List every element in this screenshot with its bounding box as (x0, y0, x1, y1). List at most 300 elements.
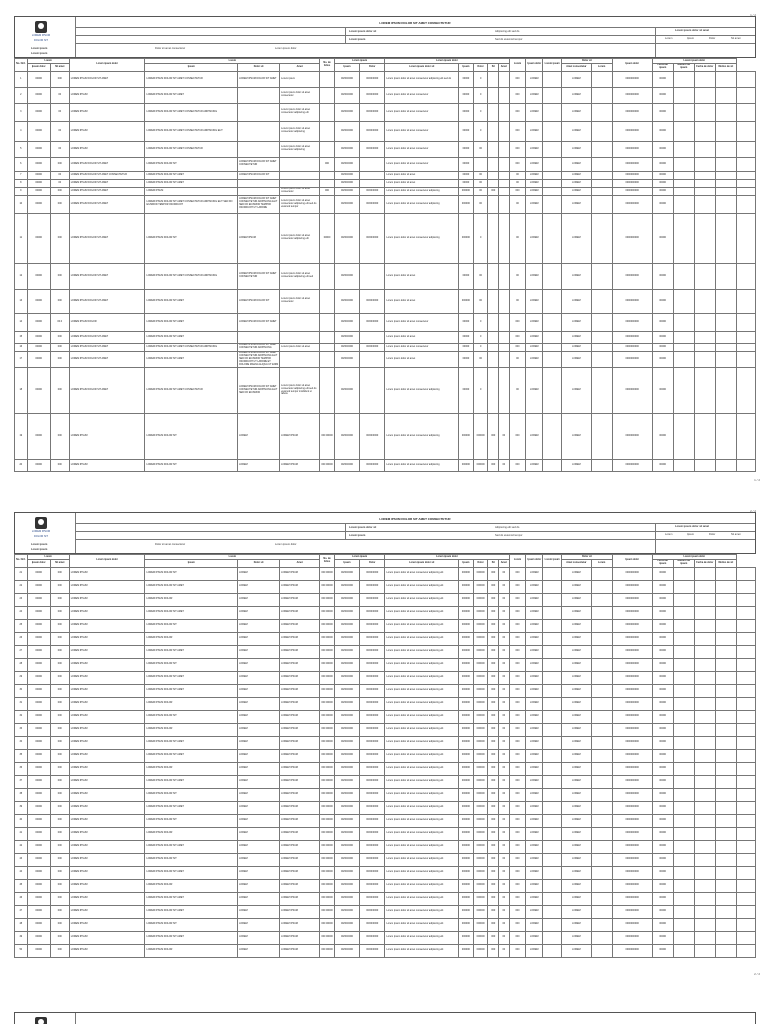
cell-order-number: 34 (15, 736, 28, 749)
cell-folder: 00 (473, 187, 488, 195)
cell-order-number: 7 (15, 171, 28, 179)
cell-description: Lorem ipsum dolor sit amet consectetur (385, 103, 459, 121)
cell-end-date: 00/00/0000 (360, 697, 385, 710)
table-body-page-2 (15, 567, 756, 957)
cell-end-date: 00/00/0000 (360, 567, 385, 580)
cell-transfer-date (673, 671, 694, 684)
cell-state: 0000000000 (612, 736, 652, 749)
cell-transfer-number (694, 414, 715, 460)
table-row (15, 944, 756, 957)
table-row (15, 171, 756, 179)
table-row (15, 213, 756, 263)
cell-folios: 000 00000 (320, 619, 335, 632)
cell-transfer-date (673, 179, 694, 187)
cell-retention (591, 905, 612, 918)
cell-title: LOREM IPSUM DOLOR SIT AMET (145, 331, 238, 343)
cell-return-date (715, 141, 736, 157)
cell-identification: LOREM (238, 918, 280, 931)
cell-notes: LOREM IPSUM (280, 762, 320, 775)
object-value: Sed do eiusmod tempor (495, 534, 523, 537)
cell-retention-time: LOREM (562, 736, 591, 749)
cell-identification: LOREM IPSUM DOLOR SIT (238, 171, 280, 179)
cell-other: 00 (499, 944, 510, 957)
cell-start-date: 00/00/0000 (334, 71, 359, 87)
cell-transfer-date (673, 801, 694, 814)
cell-notes: LOREM IPSUM (280, 892, 320, 905)
cell-folder: 000000 (473, 749, 488, 762)
cell-series-name: LOREM IPSUM (69, 788, 145, 801)
cell-retention (591, 71, 612, 87)
cell-office-code: 00000 (27, 697, 50, 710)
cell-order-number: 50 (15, 944, 28, 957)
header-titulo: Ipsum (145, 559, 238, 567)
cell-series-code: 000 (50, 840, 69, 853)
object-label: Lorem ipsum (349, 38, 366, 41)
cell-retention (591, 944, 612, 957)
cell-disposition: 00000 (652, 749, 673, 762)
cell-identification: LOREM (238, 892, 280, 905)
cell-reason (736, 866, 755, 879)
cell-retention (591, 580, 612, 593)
cell-other: 00 (499, 632, 510, 645)
cell-transfer-number (694, 263, 715, 289)
cell-state: 0000000000 (612, 697, 652, 710)
footer-page-mark-2: 2 / 2 (754, 972, 760, 976)
cell-volume (488, 157, 499, 171)
cell-office-code: 00000 (27, 632, 50, 645)
cell-order-number: 4 (15, 121, 28, 141)
cell-frequency: LOREM (526, 606, 543, 619)
cell-start-date: 00/00/0000 (334, 645, 359, 658)
cell-retention (591, 343, 612, 351)
cell-description: Lorem ipsum dolor sit amet consectetur adipiscing elit (385, 762, 459, 775)
cell-box: 000000 (459, 567, 474, 580)
cell-return-date (715, 195, 736, 213)
cell-title: LOREM IPSUM DOLOR SIT AMET (145, 289, 238, 313)
cell-end-date: 00/00/0000 (360, 593, 385, 606)
cell-retention-time: LOREM (562, 187, 591, 195)
cell-reason (736, 263, 755, 289)
cell-frequency: LOREM (526, 195, 543, 213)
cell-description: Lorem ipsum dolor sit amet consectetur adipiscing elit (385, 853, 459, 866)
cell-folios: 000 00000 (320, 801, 335, 814)
page-number: 2 / 2 (750, 509, 756, 513)
cell-observations (543, 593, 562, 606)
header-carpeta: Dolor (473, 63, 488, 71)
cell-folder: 00 (473, 141, 488, 157)
cell-folios: 00000 (320, 213, 335, 263)
table-row (15, 775, 756, 788)
right-col-3: Dolor (709, 533, 716, 536)
cell-folder: 000000 (473, 879, 488, 892)
cell-start-date: 00/00/0000 (334, 414, 359, 460)
cell-return-date (715, 866, 736, 879)
cell-series-name: LOREM IPSUM (69, 918, 145, 931)
cell-frequency: LOREM (526, 840, 543, 853)
cell-description: Lorem ipsum dolor sit amet consectetur adipiscing elit (385, 840, 459, 853)
cell-transfer-number (694, 289, 715, 313)
cell-retention (591, 632, 612, 645)
header-tomo: Sit (488, 63, 499, 71)
cell-other: 00 (499, 710, 510, 723)
cell-volume: 000 (488, 879, 499, 892)
cell-frequency: LOREM (526, 460, 543, 472)
cell-office-code: 00000 (27, 645, 50, 658)
cell-box: 000000 (459, 632, 474, 645)
cell-reason (736, 187, 755, 195)
table-row (15, 263, 756, 289)
header-identificacion: Dolor sit (238, 63, 280, 71)
cell-end-date: 00/00/0000 (360, 788, 385, 801)
cell-office-code: 00000 (27, 658, 50, 671)
cell-folder: 0 (473, 331, 488, 343)
cell-end-date (360, 263, 385, 289)
footer-page-mark-1: 1 / 2 (754, 478, 760, 482)
cell-office-code: 00000 (27, 671, 50, 684)
cell-retention-time: LOREM (562, 593, 591, 606)
cell-other: 00 (499, 697, 510, 710)
cell-transfer-number (694, 788, 715, 801)
cell-title: LOREM IPSUM DOLOR SIT AMET CONSECTETUR ADIPISCING ELIT (145, 121, 238, 141)
cell-box: 000000 (459, 879, 474, 892)
cell-office-code: 00000 (27, 736, 50, 749)
cell-box: 000000 (459, 684, 474, 697)
cell-retention (591, 840, 612, 853)
cell-disposition: 00000 (652, 658, 673, 671)
cell-office-code: 00000 (27, 313, 50, 331)
cell-disposition: 00000 (652, 351, 673, 367)
cell-series-name: LOREM IPSUM (69, 619, 145, 632)
cell-observations (543, 671, 562, 684)
cell-series-code: 000 (50, 905, 69, 918)
header-descripcion: Lorem ipsum dolor sit (385, 63, 459, 71)
cell-start-date: 00/00/0000 (334, 195, 359, 213)
table-row (15, 736, 756, 749)
cell-title: LOREM IPSUM DOLOR SIT AMET CONSECTETUR ADIPISCING (145, 263, 238, 289)
cell-transfer-date (673, 103, 694, 121)
cell-state: 0000000000 (612, 606, 652, 619)
cell-state: 0000000000 (612, 460, 652, 472)
cell-office-code: 00000 (27, 866, 50, 879)
cell-retention-time: LOREM (562, 658, 591, 671)
table-row (15, 351, 756, 367)
cell-identification (238, 187, 280, 195)
cell-state: 0000000000 (612, 866, 652, 879)
cell-return-date (715, 289, 736, 313)
cell-state: 0000000000 (612, 684, 652, 697)
cell-return-date (715, 658, 736, 671)
cell-folios: 000 00000 (320, 788, 335, 801)
cell-notes: LOREM IPSUM (280, 460, 320, 472)
cell-observations (543, 684, 562, 697)
cell-state: 0000000000 (612, 414, 652, 460)
cell-disposition: 00000 (652, 944, 673, 957)
table-row (15, 141, 756, 157)
cell-transfer-number (694, 879, 715, 892)
cell-reason (736, 213, 755, 263)
cell-office-code: 00000 (27, 263, 50, 289)
cell-notes: LOREM IPSUM (280, 827, 320, 840)
cell-state: 0000000000 (612, 658, 652, 671)
cell-volume (488, 195, 499, 213)
cell-notes: LOREM IPSUM (280, 697, 320, 710)
cell-end-date (360, 171, 385, 179)
cell-start-date: 00/00/0000 (334, 775, 359, 788)
cell-series-code: 000 (50, 762, 69, 775)
header-fecha-devolucion: Fecha de dolor (694, 559, 715, 567)
cell-transfer-date (673, 289, 694, 313)
cell-box: 00000 (459, 179, 474, 187)
cell-frequency: LOREM (526, 632, 543, 645)
cell-series-name: LOREM IPSUM (69, 658, 145, 671)
cell-other (499, 263, 510, 289)
cell-title: LOREM IPSUM DOLOR SIT AMET (145, 171, 238, 179)
header-descripcion: Lorem ipsum dolor sit (385, 559, 459, 567)
cell-transfer-number (694, 632, 715, 645)
cell-office-code: 00000 (27, 141, 50, 157)
cell-order-number: 8 (15, 179, 28, 187)
cell-frequency: LOREM (526, 567, 543, 580)
cell-start-date: 00/00/0000 (334, 710, 359, 723)
cell-reason (736, 179, 755, 187)
cell-retention (591, 460, 612, 472)
cell-folios (320, 103, 335, 121)
cell-volume: 000 (488, 671, 499, 684)
cell-start-date: 00/00/0000 (334, 351, 359, 367)
cell-title: LOREM IPSUM DOLOR (145, 593, 238, 606)
cell-return-date (715, 814, 736, 827)
cell-frequency: LOREM (526, 944, 543, 957)
cell-disposition: 00000 (652, 619, 673, 632)
cell-reason (736, 658, 755, 671)
header-final: Dolor (360, 63, 385, 71)
cell-series-name: LOREM IPSUM (69, 593, 145, 606)
cell-series-name: LOREM IPSUM DOLOR SIT AMET (69, 289, 145, 313)
cell-notes: LOREM IPSUM (280, 853, 320, 866)
cell-series-name: LOREM IPSUM (69, 723, 145, 736)
cell-office-code: 00000 (27, 343, 50, 351)
cell-observations (543, 801, 562, 814)
cell-retention (591, 918, 612, 931)
cell-transfer-number (694, 944, 715, 957)
table-row (15, 905, 756, 918)
cell-box: 000000 (459, 671, 474, 684)
cell-other: 00 (499, 749, 510, 762)
cell-title: LOREM IPSUM DOLOR SIT AMET (145, 749, 238, 762)
header-estado: Lorem (591, 559, 612, 567)
cell-folios: 000 (320, 187, 335, 195)
cell-end-date: 00/00/0000 (360, 710, 385, 723)
cell-identification: LOREM (238, 788, 280, 801)
cell-retention (591, 368, 612, 414)
cell-observations (543, 103, 562, 121)
cell-order-number: 6 (15, 157, 28, 171)
cell-transfer-date (673, 567, 694, 580)
header-fechas: Lorem ipsum (334, 59, 385, 64)
cell-transfer-number (694, 827, 715, 840)
cell-frequency: LOREM (526, 121, 543, 141)
cell-box: 00000 (459, 87, 474, 103)
cell-state: 0000000000 (612, 853, 652, 866)
cell-volume: 000 (488, 567, 499, 580)
cell-other: 00 (499, 814, 510, 827)
inventory-page-3-partial (14, 1012, 756, 1024)
cell-end-date: 00/00/0000 (360, 814, 385, 827)
cell-description: Lorem ipsum dolor sit amet consectetur adipiscing elit (385, 593, 459, 606)
cell-transfer-number (694, 187, 715, 195)
cell-observations (543, 645, 562, 658)
cell-start-date: 00/00/0000 (334, 814, 359, 827)
cell-box: 00000 (459, 71, 474, 87)
cell-transfer-date (673, 606, 694, 619)
cell-folios (320, 171, 335, 179)
table-row (15, 892, 756, 905)
cell-transfer-date (673, 157, 694, 171)
table-row (15, 331, 756, 343)
cell-description: Lorem ipsum dolor sit amet consectetur adipiscing elit (385, 710, 459, 723)
cell-transfer-number (694, 684, 715, 697)
cell-office-code: 00000 (27, 853, 50, 866)
cell-start-date: 00/00/0000 (334, 931, 359, 944)
cell-retention-time: LOREM (562, 619, 591, 632)
cell-other: 00 (499, 414, 510, 460)
cell-frequency: LOREM (526, 313, 543, 331)
cell-retention-time: LOREM (562, 87, 591, 103)
cell-volume (488, 289, 499, 313)
cell-end-date: 00/00/0000 (360, 121, 385, 141)
cell-box: 000000 (459, 697, 474, 710)
cell-notes: Lorem ipsum dolor sit amet (280, 343, 320, 351)
cell-retention-time: LOREM (562, 671, 591, 684)
cell-order-number: 13 (15, 289, 28, 313)
cell-notes: LOREM IPSUM (280, 736, 320, 749)
cell-start-date: 00/00/0000 (334, 788, 359, 801)
cell-observations (543, 840, 562, 853)
cell-series-code: 000 (50, 331, 69, 343)
cell-other (499, 171, 510, 179)
cell-return-date (715, 213, 736, 263)
cell-reason (736, 368, 755, 414)
cell-end-date: 00/00/0000 (360, 671, 385, 684)
cell-volume: 000 (488, 684, 499, 697)
table-row (15, 460, 756, 472)
table-row (15, 368, 756, 414)
cell-notes: LOREM IPSUM (280, 710, 320, 723)
cell-other: 00 (499, 866, 510, 879)
cell-folder: 00 (473, 263, 488, 289)
cell-transfer-date (673, 460, 694, 472)
right-col-2: Ipsum (687, 533, 695, 536)
cell-volume: 000 (488, 658, 499, 671)
cell-office-code: 00000 (27, 892, 50, 905)
cell-title: LOREM IPSUM DOLOR SIT AMET CONSECTETUR (145, 141, 238, 157)
code-label: Lorem ipsum (31, 548, 48, 551)
cell-start-date: 00/00/0000 (334, 141, 359, 157)
cell-notes: LOREM IPSUM (280, 944, 320, 957)
cell-start-date: 00/00/0000 (334, 723, 359, 736)
cell-folios (320, 313, 335, 331)
cell-identification: LOREM (238, 606, 280, 619)
cell-identification: LOREM (238, 697, 280, 710)
cell-frequency: LOREM (526, 619, 543, 632)
cell-disposition: 00000 (652, 684, 673, 697)
cell-return-date (715, 343, 736, 351)
cell-description: Lorem ipsum dolor sit amet consectetur adipiscing (385, 460, 459, 472)
cell-observations (543, 658, 562, 671)
cell-series-name: LOREM IPSUM (69, 121, 145, 141)
cell-end-date: 00/00/0000 (360, 736, 385, 749)
cell-end-date: 00/00/0000 (360, 658, 385, 671)
cell-reason (736, 736, 755, 749)
header-codigo-serie: Sit amet (50, 559, 69, 567)
cell-description: Lorem ipsum dolor sit amet consectetur adipiscing elit (385, 892, 459, 905)
cell-folder: 000000 (473, 775, 488, 788)
cell-support: 000 (509, 157, 526, 171)
cell-return-date (715, 103, 736, 121)
cell-series-code: 000 (50, 801, 69, 814)
cell-start-date: 00/00/0000 (334, 179, 359, 187)
inventory-page-2 (14, 509, 756, 958)
cell-office-code: 00000 (27, 801, 50, 814)
cell-transfer-number (694, 567, 715, 580)
office-label: Lorem ipsum dolor sit (349, 526, 377, 529)
cell-end-date: 00/00/0000 (360, 195, 385, 213)
cell-series-code: 000 (50, 684, 69, 697)
cell-return-date (715, 157, 736, 171)
cell-return-date (715, 580, 736, 593)
cell-order-number: 18 (15, 368, 28, 414)
cell-observations (543, 892, 562, 905)
cell-description: Lorem ipsum dolor sit amet consectetur adipiscing elit (385, 827, 459, 840)
cell-notes: Lorem ipsum dolor sit amet consectetur adipiscing (280, 141, 320, 157)
cell-reason (736, 87, 755, 103)
cell-notes: LOREM IPSUM (280, 775, 320, 788)
cell-office-code: 00000 (27, 460, 50, 472)
cell-frequency: LOREM (526, 827, 543, 840)
cell-start-date: 00/00/0000 (334, 632, 359, 645)
cell-state: 0000000000 (612, 195, 652, 213)
cell-start-date: 00/00/0000 (334, 671, 359, 684)
cell-return-date (715, 827, 736, 840)
cell-box: 00000 (459, 157, 474, 171)
cell-folder: 000000 (473, 593, 488, 606)
cell-volume: 000 (488, 788, 499, 801)
header-fecha-transferencia: Fecha de ipsum (652, 559, 673, 567)
cell-volume (488, 213, 499, 263)
cell-folios (320, 368, 335, 414)
cell-box: 000000 (459, 788, 474, 801)
cell-start-date: 00/00/0000 (334, 866, 359, 879)
cell-series-name: LOREM IPSUM (69, 141, 145, 157)
header-nombre: Lorem ipsum dolor (69, 59, 145, 72)
cell-observations (543, 87, 562, 103)
cell-other: 00 (499, 931, 510, 944)
cell-return-date (715, 762, 736, 775)
cell-identification: LOREM (238, 632, 280, 645)
cell-end-date: 00/00/0000 (360, 684, 385, 697)
cell-end-date: 00/00/0000 (360, 892, 385, 905)
cell-series-code: 000 (50, 343, 69, 351)
cell-transfer-number (694, 723, 715, 736)
cell-folios: 000 00000 (320, 918, 335, 931)
cell-folios: 000 00000 (320, 697, 335, 710)
header-codigo-oficina: Ipsum dolor (27, 63, 50, 71)
cell-other (499, 343, 510, 351)
cell-return-date (715, 414, 736, 460)
cell-support: 000 (509, 414, 526, 460)
cell-box: 000000 (459, 289, 474, 313)
form-header (14, 512, 756, 554)
